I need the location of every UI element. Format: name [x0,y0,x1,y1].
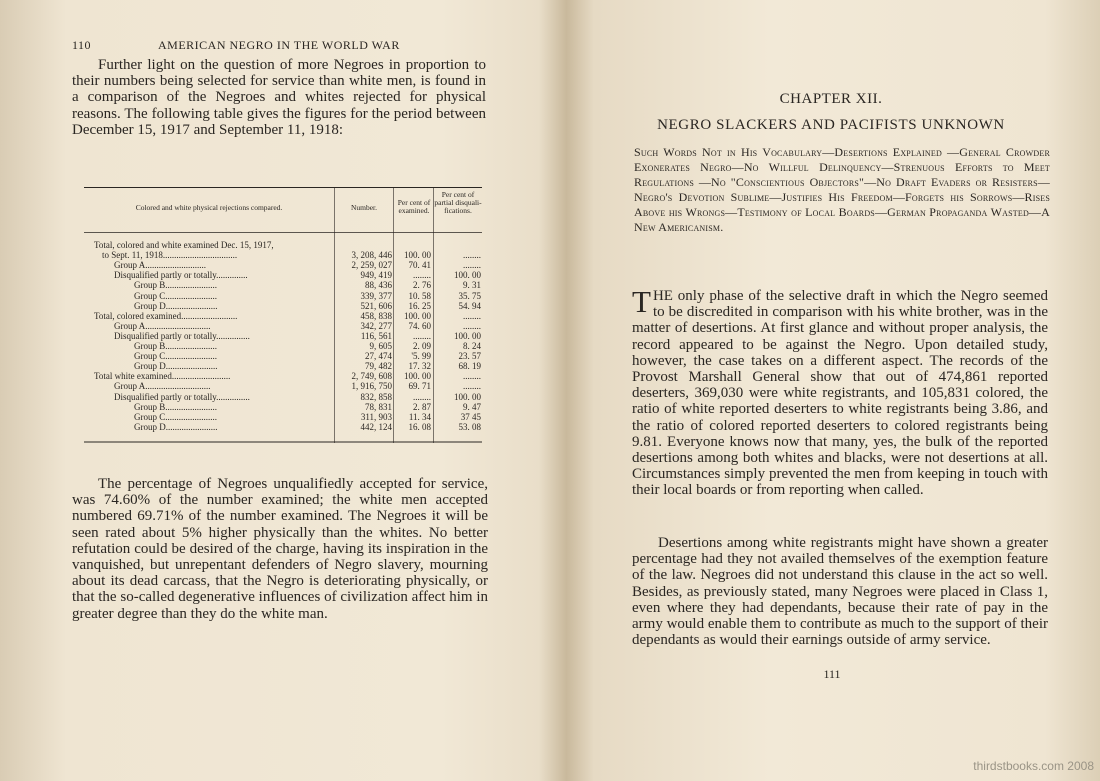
row-label: Group B....................... [134,280,217,291]
row-pct-examined: 17. 32 [408,361,431,372]
row-number: 442, 124 [360,421,392,432]
row-pct-partial: ........ [463,320,481,331]
row-label: Group B....................... [134,401,217,412]
row-label: Group C....................... [134,290,217,301]
row-label: Group D....................... [134,361,218,372]
right-page [552,0,1100,781]
row-number: 27, 474 [365,351,392,362]
row-number: 79, 482 [365,361,392,372]
chapter-summary: Such Words Not in His Vocabulary—Desertions Explained —General Crowder Exonerates Negro—No Willful Delinquency—Strenuous Efforts to Meet Regulations —No "Conscientious Objectors"—No Draft Evaders or Resisters—Negro's Devotion Sublime—Justifies His Freedom—Forgets his Sorrows—Rises Above his Wrongs—Testimony of Local Boards—German Propaganda Wasted—A New Americanism. [634,145,1050,234]
row-label: Group C....................... [134,351,217,362]
table-row [84,321,482,331]
drop-cap: T [632,284,651,319]
row-pct-partial: 68. 19 [458,361,481,372]
row-pct-examined: 100. 00 [404,371,431,382]
rejections-table [84,187,482,443]
row-pct-partial: 53. 08 [458,421,481,432]
row-number: 311, 903 [360,411,392,422]
row-label: Disqualified partly or totally............... [114,330,250,341]
row-pct-examined: 2. 09 [413,341,431,351]
row-pct-examined: 2. 76 [413,280,431,291]
table-header-number: Number. [350,203,378,212]
row-pct-examined: 10. 58 [408,290,431,301]
row-number: 458, 838 [360,310,392,321]
table-header-pct-examined: Per cent of examined. [397,198,431,215]
row-label: Disqualified partly or totally............... [114,391,250,402]
table-row [84,412,482,422]
row-pct-partial: ........ [463,310,481,321]
row-number: 88, 436 [365,280,392,291]
row-pct-partial: 35. 75 [458,290,481,301]
row-number: 2, 259, 027 [351,260,392,271]
running-head-title: AMERICAN NEGRO IN THE WORLD WAR [158,38,400,52]
row-number: 3, 208, 446 [351,250,392,261]
row-pct-examined: 11. 34 [408,411,431,422]
row-number: 1, 916, 750 [351,381,392,392]
row-pct-examined: ........ [413,391,431,402]
row-pct-partial: 37 45 [460,411,481,422]
table-header-label: Colored and white physical rejections compared. [135,203,283,212]
table-row [84,351,482,361]
row-label: Group A........................... [114,260,206,271]
desertions-paragraph: Desertions among white registrants might have shown a greater percentage had they not availed themselves of the exemption feature of the law. Negroes did not understand this clause in the act so well. Besides, as previously stated, many Negroes were placed in Class 1, even where they had dependants, because their rate of pay in the army would enable them to contribute as much to the support of their dependants as would their earnings outside of army service. [632,535,1048,649]
row-number: 9, 605 [369,341,392,351]
row-pct-partial: 100. 00 [454,391,481,402]
intro-paragraph: Further light on the question of more Negroes in proportion to their numbers being selected for service than white men, is found in a comparison of the Negroes and whites rejected for physical reasons. The following table gives the figures for the period between December 15, 1917 and September 11, 1918: [72,57,486,138]
watermark: thirdstbooks.com 2008 [973,759,1094,773]
row-label: Group A............................. [114,381,211,392]
table-row [84,331,482,341]
row-number: 342, 277 [360,320,392,331]
row-pct-partial: ........ [463,371,481,382]
row-number: 339, 377 [360,290,392,301]
table-row [84,291,482,301]
table-row [84,311,482,321]
table-row [84,371,482,381]
row-label: Group D....................... [134,421,218,432]
row-number: 116, 561 [360,330,392,341]
chapter-title: NEGRO SLACKERS AND PACIFISTS UNKNOWN [657,117,1005,133]
row-number: 949, 419 [360,270,392,281]
table-row [84,341,482,351]
table-row [84,250,482,260]
row-number: 78, 831 [365,401,392,412]
row-pct-examined: 16. 25 [408,300,431,311]
row-label: Disqualified partly or totally.............. [114,270,248,281]
row-pct-partial: ........ [463,250,481,261]
table-row [84,301,482,311]
row-number: 2, 749, 608 [351,371,392,382]
row-pct-examined: '5. 99 [411,351,431,362]
row-label: Total, colored and white examined Dec. 15, 1917, [94,240,274,250]
row-pct-examined: 16. 08 [408,421,431,432]
row-label: Total white examined.......................... [94,371,231,382]
row-pct-partial: 100. 00 [454,270,481,281]
row-label: Group A............................. [114,320,211,331]
row-pct-partial: ........ [463,381,481,392]
row-pct-partial: ........ [463,260,481,271]
table-row [84,270,482,280]
opening-paragraph [632,284,1048,499]
row-pct-partial: 8. 24 [463,341,481,351]
row-label: Group B....................... [134,341,217,351]
row-label: Group C....................... [134,411,217,422]
row-pct-examined: 100. 00 [404,250,431,261]
row-pct-partial: 54. 94 [458,300,481,311]
row-pct-examined: ........ [413,270,431,281]
row-pct-examined: ........ [413,330,431,341]
row-label: to Sept. 11, 1918................................. [102,250,238,261]
row-pct-examined: 2. 87 [413,401,431,412]
analysis-paragraph: The percentage of Negroes unqualifiedly accepted for service, was 74.60% of the number examined; the white men accepted numbered 69.71% of the number examined. The Negroes it will be seen rated about 5% higher physically than the whites. No better refutation could be desired of the charge, having its inspiration in the vanquished, but unrepentant defenders of Negro slavery, mourning about its dead carcass, that the Negro is deteriorating physically, or that the so-called degenerative influences of civilization affect him in greater degree than they do the white man. [72,476,488,622]
table-row [84,422,482,432]
table-row [84,260,482,270]
row-pct-partial: 23. 57 [458,351,481,362]
row-label: Group D....................... [134,300,218,311]
opening-paragraph-text: HE only phase of the selective draft in which the Negro seemed to be discredited in comparison with his white brother, was in the matter of desertions. At first glance and without proper analysis, the record appeared to be against the Negro. Upon detailed study, however, the case takes on a different aspect. The records of the Provost Marshall General show that out of 474,861 reported deserters, 369,030 were white registrants, and 105,831 colored, the ratio of white reported deserters to white registrants being 3.86, and the ratio of colored reported deserters to colored registrants being 9.81. Everyone knows now that many, yes, the bulk of the reported desertions among both whites and blacks, were not desertions at all. Circumstances simply prevented the men from keeping in touch with their local boards or from reporting when called. [632,288,1048,499]
chapter-heading: CHAPTER XII. [779,91,883,107]
row-pct-examined: 70. 41 [408,260,431,271]
row-label: Total, colored examined......................... [94,310,238,321]
row-number: 832, 858 [360,391,392,402]
row-pct-examined: 100. 00 [404,310,431,321]
row-pct-partial: 100. 00 [454,330,481,341]
row-pct-partial: 9. 47 [463,401,481,412]
table-row [84,280,482,290]
row-number: 521, 606 [360,300,392,311]
table-row [84,402,482,412]
row-pct-partial: 9. 31 [463,280,481,291]
table-row [84,381,482,391]
table-row [84,361,482,371]
page-number-right: 111 [823,667,841,681]
table-row [84,392,482,402]
table-header-pct-partial: Per cent of partial disquali-fications. [434,190,482,215]
table-row [84,240,482,250]
row-pct-examined: 69. 71 [408,381,431,392]
row-pct-examined: 74. 60 [408,320,431,331]
page-number-left: 110 [72,38,92,52]
